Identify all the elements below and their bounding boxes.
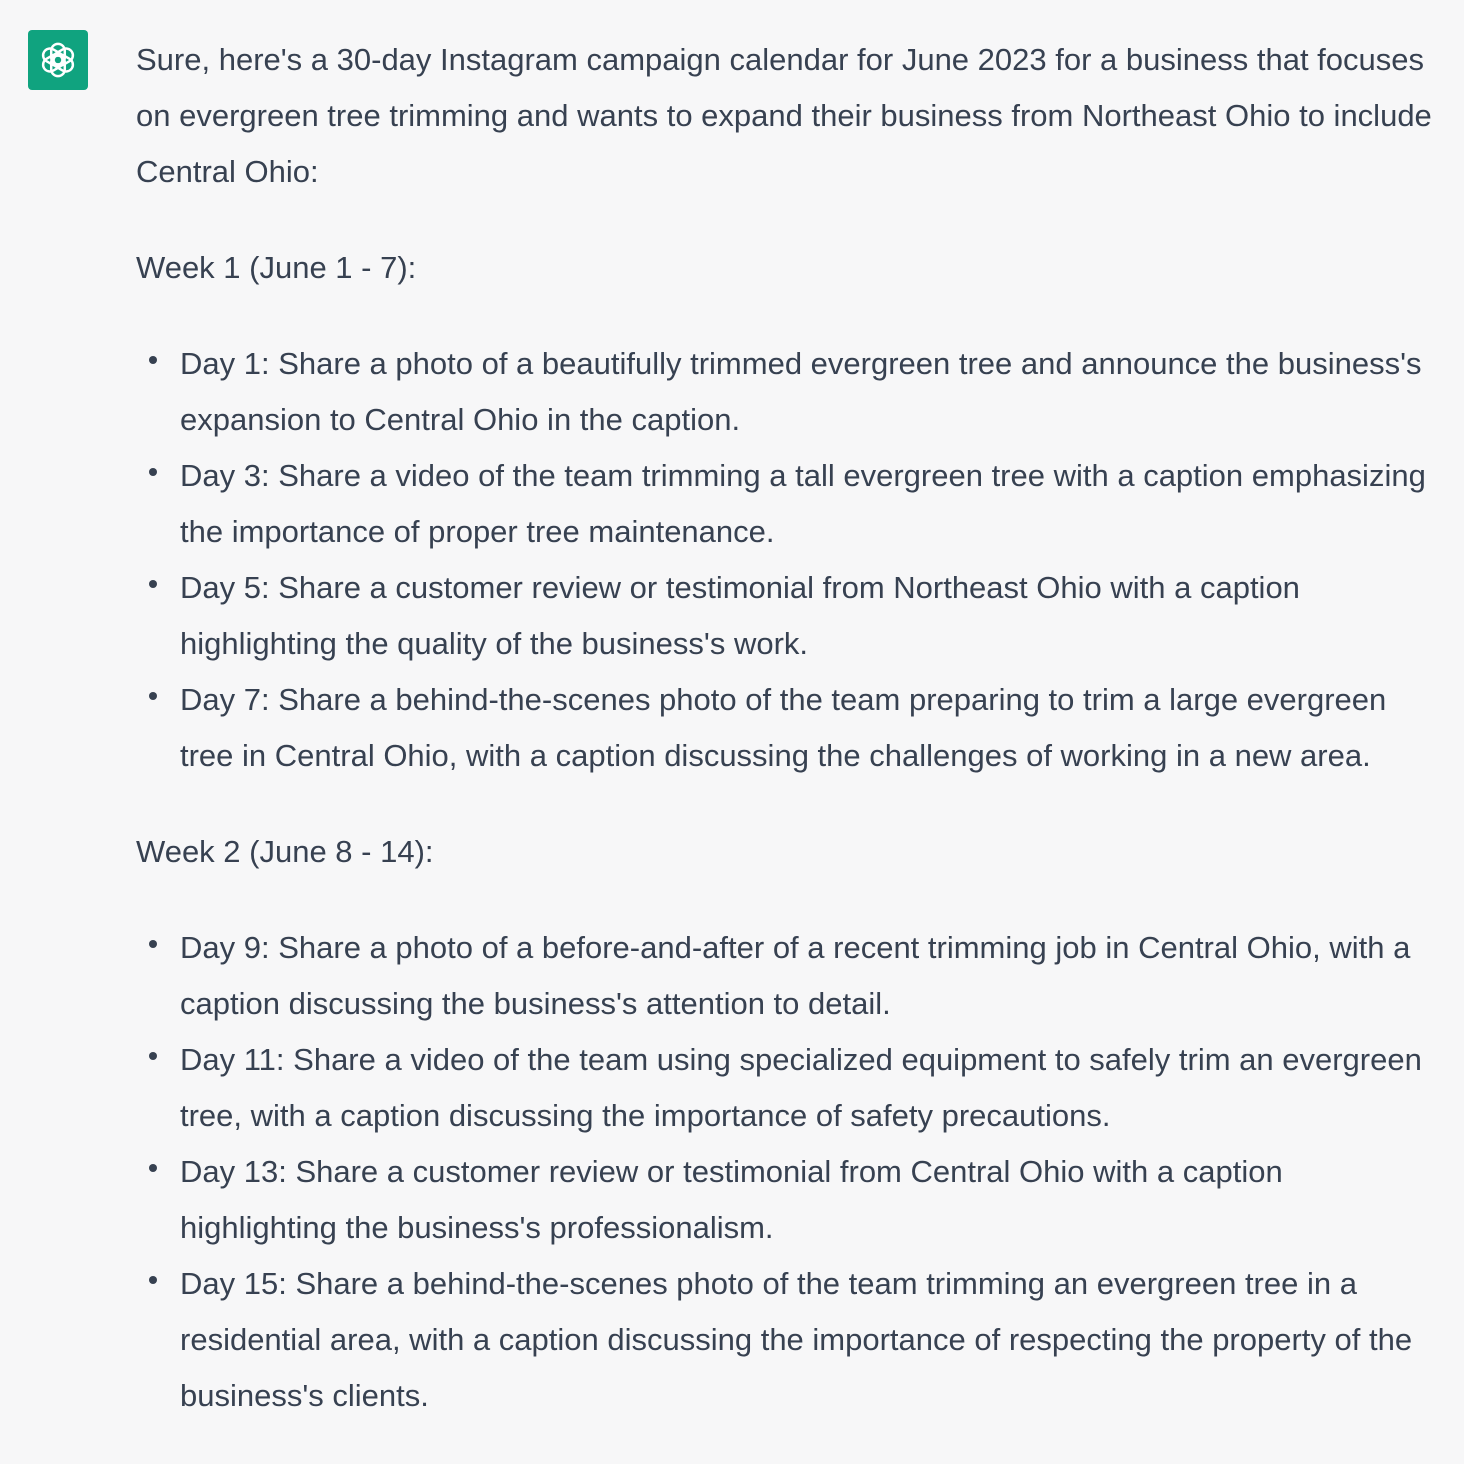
- openai-logo-icon: [36, 38, 80, 82]
- list-item: Day 1: Share a photo of a beautifully trimmed evergreen tree and announce the business's expansion to Central Ohio in the caption.: [180, 336, 1446, 448]
- message-intro: Sure, here's a 30-day Instagram campaign calendar for June 2023 for a business that focuses on evergreen tree trimming and wants to expand their business from Northeast Ohio to include Central Ohio:: [136, 42, 1432, 189]
- week-heading: Week 1 (June 1 - 7):: [136, 250, 417, 285]
- list-item: Day 3: Share a video of the team trimming a tall evergreen tree with a caption emphasizing the importance of proper tree maintenance.: [180, 448, 1446, 560]
- list-item: Day 7: Share a behind-the-scenes photo of the team preparing to trim a large evergreen tree in Central Ohio, with a caption discussing the challenges of working in a new area.: [180, 672, 1446, 784]
- list-item: Day 5: Share a customer review or testimonial from Northeast Ohio with a caption highlighting the quality of the business's work.: [180, 560, 1446, 672]
- week-heading: Week 2 (June 8 - 14):: [136, 834, 434, 869]
- assistant-message: [136, 32, 1446, 1464]
- list-item: Day 11: Share a video of the team using specialized equipment to safely trim an evergreen tree, with a caption discussing the importance of safety precautions.: [180, 1032, 1446, 1144]
- list-item: Day 13: Share a customer review or testimonial from Central Ohio with a caption highlighting the business's professionalism.: [180, 1144, 1446, 1256]
- assistant-avatar: [28, 30, 88, 90]
- list-item: Day 15: Share a behind-the-scenes photo of the team trimming an evergreen tree in a residential area, with a caption discussing the importance of respecting the property of the business's clients.: [180, 1256, 1446, 1424]
- week-list: [136, 920, 1446, 1424]
- list-item: Day 9: Share a photo of a before-and-after of a recent trimming job in Central Ohio, with a caption discussing the business's attention to detail.: [180, 920, 1446, 1032]
- week-list: [136, 336, 1446, 784]
